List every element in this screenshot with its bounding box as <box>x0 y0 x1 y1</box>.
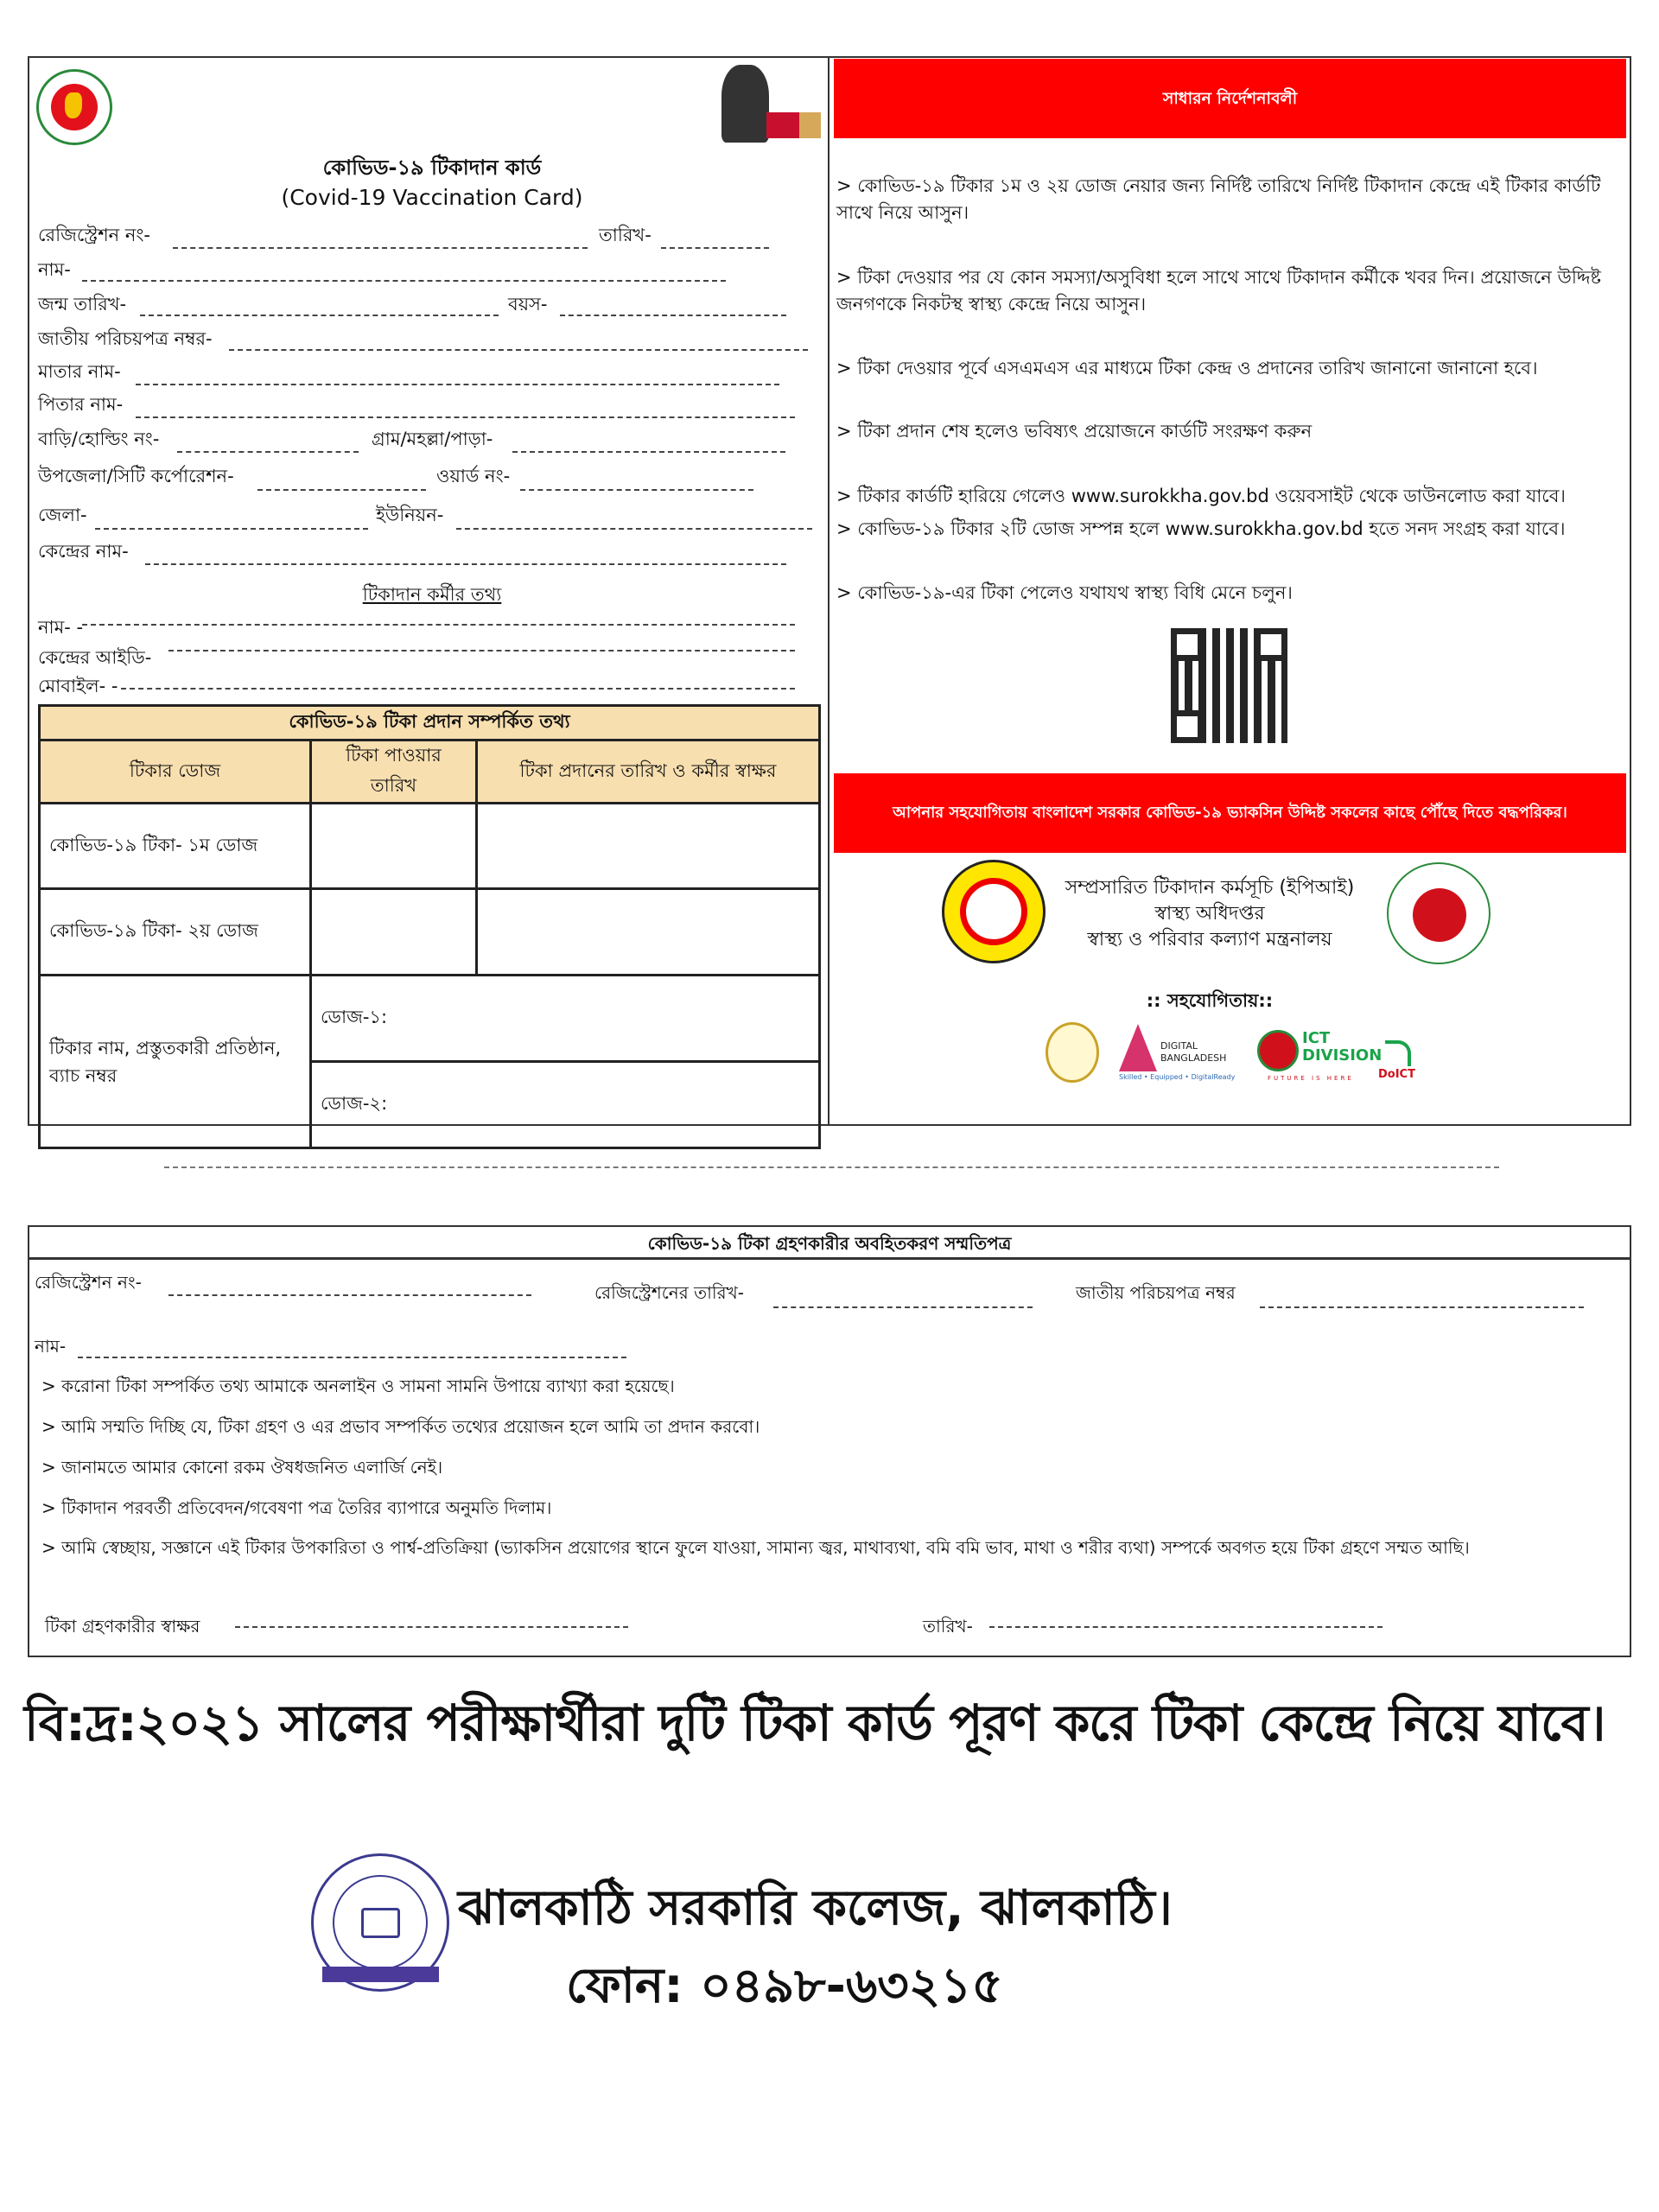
instruction-4: > টিকা প্রদান শেষ হলেও ভবিষ্যৎ প্রয়োজনে কার্ডটি সংরক্ষণ করুন <box>836 421 1313 442</box>
epi-line-1: সম্প্রসারিত টিকাদান কর্মসূচি (ইপিআই) <box>1065 877 1355 899</box>
bangladesh-government-seal-icon <box>36 69 112 145</box>
digital-bangladesh-logo-icon: DIGITAL BANGLADESH Skilled • Equipped • DigitalReady <box>1119 1020 1244 1084</box>
consent-item-4: > টিকাদান পরবর্তী প্রতিবেদন/গবেষণা পত্র তৈরির ব্যাপারে অনুমতি দিলাম। <box>41 1497 552 1518</box>
mother-field[interactable] <box>136 384 779 385</box>
worker-centre-id-label: কেন্দ্রের আইডি- <box>38 647 152 668</box>
instruction-1: > কোভিড-১৯ টিকার ১ম ও ২য় ডোজ নেয়ার জন্য নির্দিষ্ট তারিখে নির্দিষ্ট টিকাদান কেন্দ্রে এই টিকার কার্ডটি সাথে নিয়ে আসুন। <box>836 175 1601 223</box>
signature-field[interactable] <box>235 1626 628 1628</box>
date-label: তারিখ- <box>599 225 652 245</box>
consent-item-3: > জানামতে আমার কোনো রকম ঔষধজনিত এলার্জি নেই। <box>41 1457 443 1478</box>
dob-field[interactable] <box>140 315 499 316</box>
worker-centre-id-field[interactable] <box>168 650 795 652</box>
nid-field[interactable] <box>229 349 808 351</box>
cut-line <box>164 1166 1499 1168</box>
worker-heading: টিকাদান কর্মীর তথ্য <box>362 584 502 605</box>
worker-name-field[interactable] <box>82 624 795 626</box>
header-receive-date: টিকা পাওয়ার তারিখ <box>311 741 477 804</box>
house-field[interactable] <box>177 451 359 453</box>
vaccination-table <box>38 704 821 1149</box>
ict-division-logo-icon: ICT DIVISION FUTURE IS HERE <box>1257 1027 1370 1085</box>
exam-note: বি:দ্র:২০২১ সালের পরীক্ষার্থীরা দুটি টিকা কার্ড পূরণ করে টিকা কেন্দ্রে নিয়ে যাবে। <box>24 1694 1605 1752</box>
age-label: বয়স- <box>508 294 548 315</box>
consent-name-field[interactable] <box>78 1357 626 1358</box>
dose1-receive-cell[interactable] <box>311 804 477 889</box>
dob-label: জন্ম তারিখ- <box>38 294 127 315</box>
consent-reg-date-field[interactable] <box>773 1306 1033 1308</box>
epi-line-2: স্বাস্থ্য অধিদপ্তর <box>1154 903 1265 925</box>
reg-no-field[interactable] <box>173 247 588 249</box>
village-label: গ্রাম/মহল্লা/পাড়া- <box>372 429 493 449</box>
union-field[interactable] <box>456 528 812 530</box>
commitment-banner: আপনার সহযোগিতায় বাংলাদেশ সরকার কোভিড-১৯ ভ্যাকসিন উদ্দিষ্ট সকলের কাছে পৌঁছে দিতে বদ্ধপরিকর। <box>834 773 1626 853</box>
instruction-6: > কোভিড-১৯ টিকার ২টি ডোজ সম্পন্ন হলে www.surokkha.gov.bd হতে সনদ সংগ্রহ করা যাবে। <box>836 518 1566 539</box>
dose1-signature-cell[interactable] <box>477 804 820 889</box>
table-title: কোভিড-১৯ টিকা প্রদান সম্পর্কিত তথ্য <box>40 706 820 741</box>
qr-code-icon <box>1171 628 1287 743</box>
union-label: ইউনিয়ন- <box>376 505 444 525</box>
date-field[interactable] <box>661 247 769 249</box>
upazila-label: উপজেলা/সিটি কর্পোরেশন- <box>38 466 234 486</box>
mother-label: মাতার নাম- <box>38 361 121 382</box>
house-label: বাড়ি/হোল্ডিং নং- <box>38 429 160 449</box>
cooperation-heading: :: সহযোগিতায়:: <box>1146 990 1274 1011</box>
district-field[interactable] <box>95 528 368 530</box>
college-phone: ফোন: ০৪৯৮-৬৩২১৫ <box>566 1958 1003 2014</box>
epi-logo-icon <box>942 860 1046 963</box>
doict-logo-icon: DoICT <box>1378 1025 1421 1085</box>
father-label: পিতার নাম- <box>38 394 124 415</box>
dghs-logo-icon <box>1387 862 1491 964</box>
dose2-receive-cell[interactable] <box>311 889 477 976</box>
consent-title: কোভিড-১৯ টিকা গ্রহণকারীর অবহিতকরণ সম্মতিপত্র <box>647 1233 1012 1254</box>
district-label: জেলা- <box>38 505 87 525</box>
dose2-signature-cell[interactable] <box>477 889 820 976</box>
consent-nid-field[interactable] <box>1260 1306 1584 1308</box>
consent-reg-date-label: রেজিস্ট্রেশনের তারিখ- <box>594 1282 744 1303</box>
consent-reg-no-field[interactable] <box>168 1294 531 1296</box>
ward-label: ওয়ার্ড নং- <box>436 466 511 486</box>
dose1-label: কোভিড-১৯ টিকা- ১ম ডোজ <box>40 804 311 889</box>
name-field[interactable] <box>82 280 726 282</box>
consent-reg-no-label: রেজিস্ট্রেশন নং- <box>35 1272 142 1293</box>
header-given-date-signature: টিকা প্রদানের তারিখ ও কর্মীর স্বাক্ষর <box>477 741 820 804</box>
instructions-header: সাধারন নির্দেশনাবলী <box>834 59 1626 138</box>
village-field[interactable] <box>512 451 785 453</box>
nid-label: জাতীয় পরিচয়পত্র নম্বর- <box>38 328 213 349</box>
age-field[interactable] <box>560 315 786 316</box>
sign-date-label: তারিখ- <box>923 1616 973 1637</box>
upazila-field[interactable] <box>257 489 426 491</box>
college-name: ঝালকাঠি সরকারি কলেজ, ঝালকাঠি। <box>458 1880 1173 1936</box>
instruction-7: > কোভিড-১৯-এর টিকা পেলেও যথাযথ স্বাস্থ্য বিধি মেনে চলুন। <box>836 582 1293 603</box>
consent-name-label: নাম- <box>35 1336 67 1357</box>
centre-field[interactable] <box>145 563 786 565</box>
dose1-vaccine-cell[interactable]: ডোজ-১: <box>311 976 820 1062</box>
header-dose: টিকার ডোজ <box>40 741 311 804</box>
consent-item-2: > আমি সম্মতি দিচ্ছি যে, টিকা গ্রহণ ও এর প্রভাব সম্পর্কিত তথ্যের প্রয়োজন হলে আমি তা প্রদান করবো। <box>41 1416 760 1437</box>
college-logo-icon <box>311 1853 449 1992</box>
sign-date-field[interactable] <box>989 1626 1382 1628</box>
reg-no-label: রেজিস্ট্রেশন নং- <box>38 225 151 245</box>
name-label: নাম- <box>38 259 71 280</box>
worker-mobile-label: মোবাইল- - <box>38 676 118 696</box>
consent-item-1: > করোনা টিকা সম্পর্কিত তথ্য আমাকে অনলাইন ও সামনা সামনি উপায়ে ব্যাখ্যা করা হয়েছে। <box>41 1376 675 1396</box>
instruction-3: > টিকা দেওয়ার পূর্বে এসএমএস এর মাধ্যমে টিকা কেন্দ্র ও প্রদানের তারিখ জানানো জানানো হবে। <box>836 358 1538 378</box>
worker-name-label: নাম- - <box>38 617 84 638</box>
govt-emblem-icon <box>1046 1022 1099 1083</box>
card-title: কোভিড-১৯ টিকাদান কার্ড <box>322 156 542 180</box>
consent-item-5: > আমি স্বেচ্ছায়, সজ্ঞানে এই টিকার উপকারিতা ও পার্শ্ব-প্রতিক্রিয়া (ভ্যাকসিন প্রয়োগের স্থানে ফুলে যাওয়া, সামান্য জ্বর, মাথাব্যথা, বমি বমি ভাব, মাথা ও শরীর ব্যথা) সম্পর্কে অবগত হয়ে টিকা গ্রহণে সম্মত আছি। <box>41 1537 1470 1558</box>
father-field[interactable] <box>136 416 795 418</box>
instruction-2: > টিকা দেওয়ার পর যে কোন সমস্যা/অসুবিধা হলে সাথে সাথে টিকাদান কর্মীকে খবর দিন। প্রয়োজনে উদ্দিষ্ট জনগণকে নিকটস্থ স্বাস্থ্য কেন্দ্রে নিয়ে আসুন। <box>836 267 1601 315</box>
centre-label: কেন্দ্রের নাম- <box>38 541 129 562</box>
ward-field[interactable] <box>520 489 753 491</box>
dose2-vaccine-cell[interactable]: ডোজ-২: <box>311 1062 820 1148</box>
epi-line-3: স্বাস্থ্য ও পরিবার কল্যাণ মন্ত্রনালয় <box>1087 929 1332 950</box>
card-subtitle: (Covid-19 Vaccination Card) <box>281 185 583 210</box>
consent-nid-label: জাতীয় পরিচয়পত্র নম্বর <box>1076 1282 1236 1303</box>
vaccine-info-label: টিকার নাম, প্রস্তুতকারী প্রতিষ্ঠান, ব্যাচ নম্বর <box>40 976 311 1148</box>
signature-label: টিকা গ্রহণকারীর স্বাক্ষর <box>45 1616 200 1637</box>
instruction-5: > টিকার কার্ডটি হারিয়ে গেলেও www.surokkha.gov.bd ওয়েবসাইট থেকে ডাউনলোড করা যাবে। <box>836 486 1566 506</box>
worker-mobile-field[interactable] <box>121 688 795 690</box>
dose2-label: কোভিড-১৯ টিকা- ২য় ডোজ <box>40 889 311 976</box>
mujib-100-logo-icon <box>704 65 821 147</box>
